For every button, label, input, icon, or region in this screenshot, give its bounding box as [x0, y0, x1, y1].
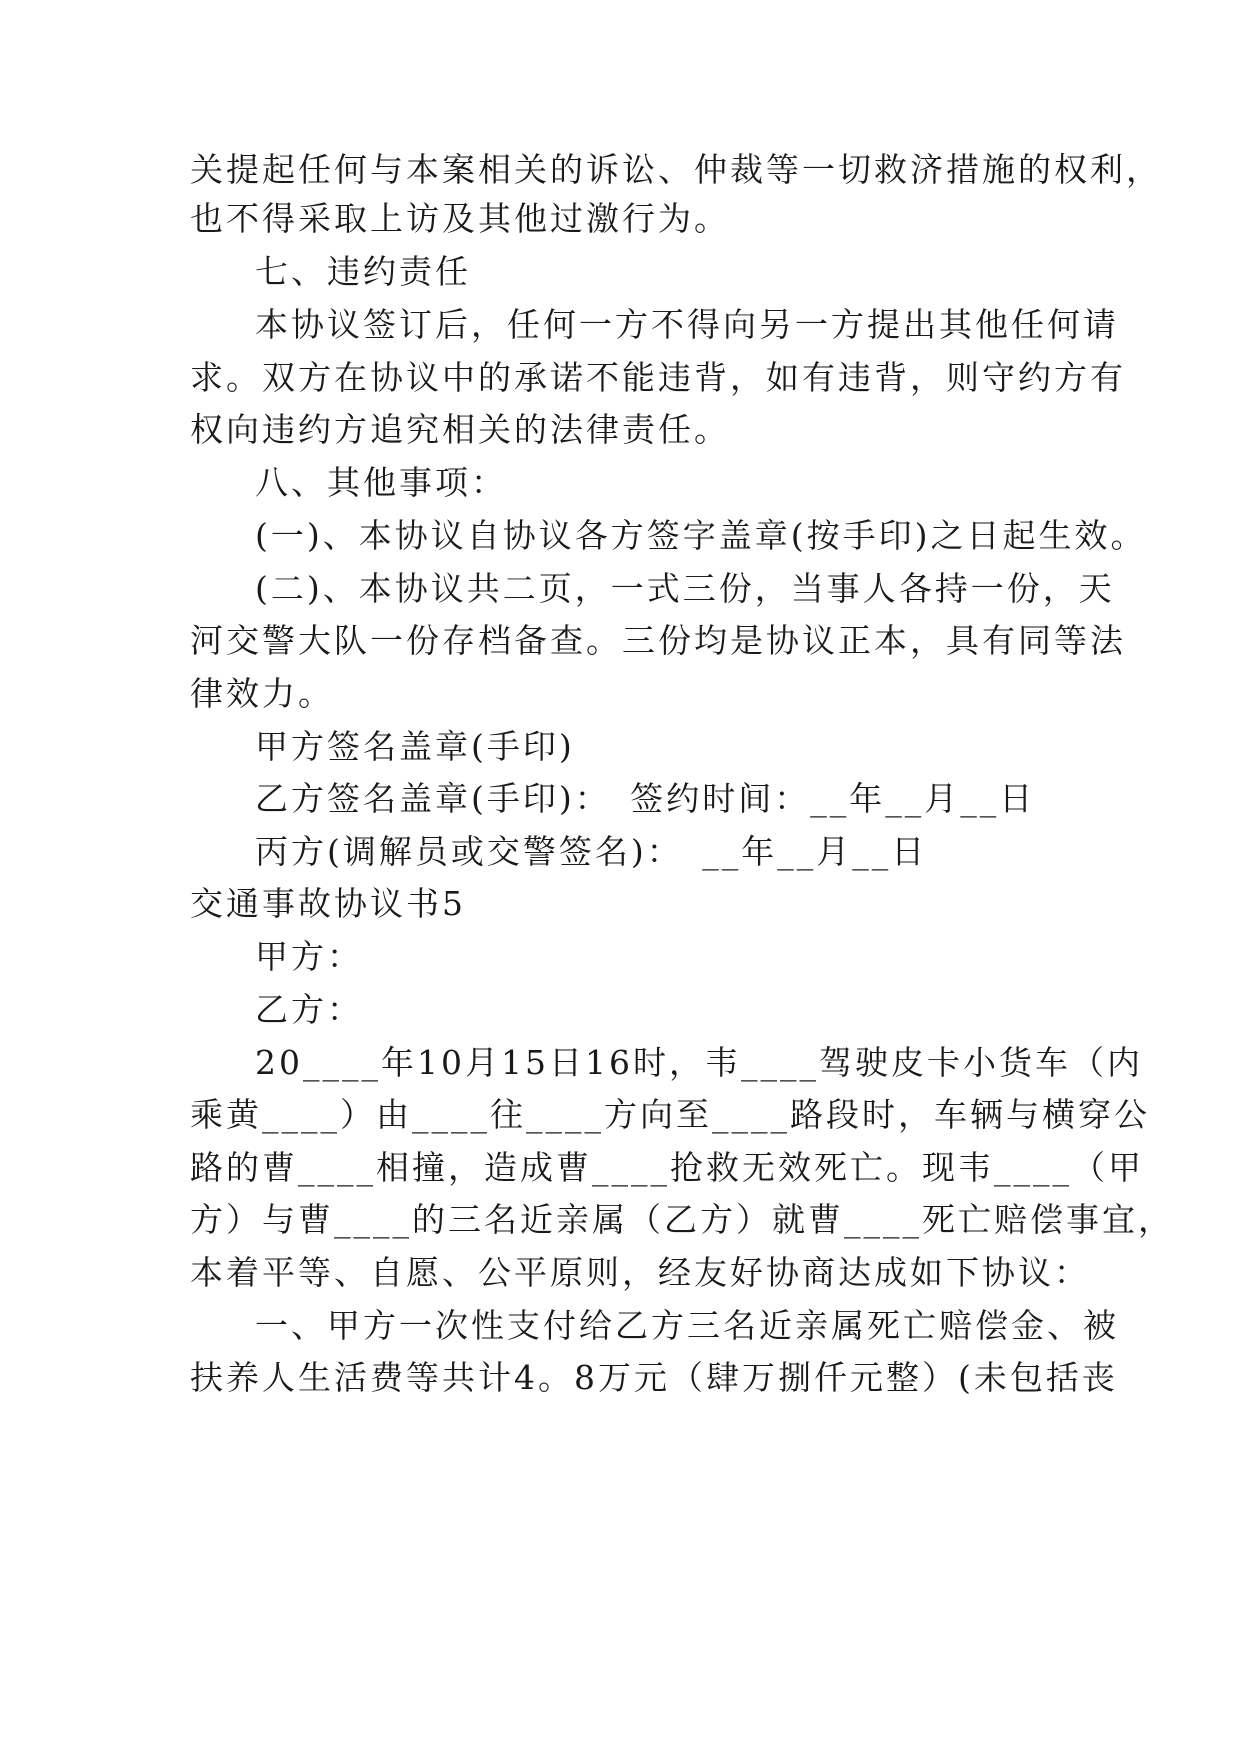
text-line: 河交警大队一份存档备查。三份均是协议正本，具有同等法 — [190, 621, 1126, 660]
section-heading: 八、其他事项： — [255, 463, 507, 502]
text-line: 方）与曹____的三名近亲属（乙方）就曹____死亡赔偿事宜， — [190, 1200, 1174, 1239]
text-line: 律效力。 — [190, 674, 334, 713]
text-line: 关提起任何与本案相关的诉讼、仲裁等一切救济措施的权利， — [190, 150, 1162, 189]
text-line: 求。双方在协议中的承诺不能违背，如有违背，则守约方有 — [190, 358, 1126, 397]
text-line: 本协议签订后，任何一方不得向另一方提出其他任何请 — [255, 305, 1119, 344]
text-line: 扶养人生活费等共计4。8万元（肆万捌仟元整）(未包括丧 — [190, 1358, 1118, 1397]
signature-line: 丙方(调解员或交警签名)： __年__月__日 — [255, 832, 928, 871]
document-title: 交通事故协议书5 — [190, 884, 466, 923]
text-line: (二)、本协议共二页，一式三份，当事人各持一份，天 — [255, 569, 1115, 608]
signature-line: 甲方签名盖章(手印) — [255, 727, 575, 766]
signature-line: 乙方签名盖章(手印)： 签约时间：__年__月__日 — [255, 779, 1036, 818]
text-line: 权向违约方追究相关的法律责任。 — [190, 410, 730, 449]
text-line: 本着平等、自愿、公平原则，经友好协商达成如下协议： — [190, 1253, 1090, 1292]
text-line: 20____年10月15日16时，韦____驾驶皮卡小货车（内 — [255, 1043, 1143, 1082]
text-line: 也不得采取上访及其他过激行为。 — [190, 199, 730, 238]
party-label: 乙方： — [255, 990, 363, 1029]
section-heading: 七、违约责任 — [255, 252, 471, 291]
text-line: (一)、本协议自协议各方签字盖章(按手印)之日起生效。 — [255, 516, 1147, 555]
text-line: 一、甲方一次性支付给乙方三名近亲属死亡赔偿金、被 — [255, 1306, 1119, 1345]
text-line: 路的曹____相撞，造成曹____抢救无效死亡。现韦____（甲 — [190, 1148, 1144, 1187]
text-line: 乘黄____）由____往____方向至____路段时，车辆与横穿公 — [190, 1095, 1150, 1134]
party-label: 甲方： — [255, 937, 363, 976]
